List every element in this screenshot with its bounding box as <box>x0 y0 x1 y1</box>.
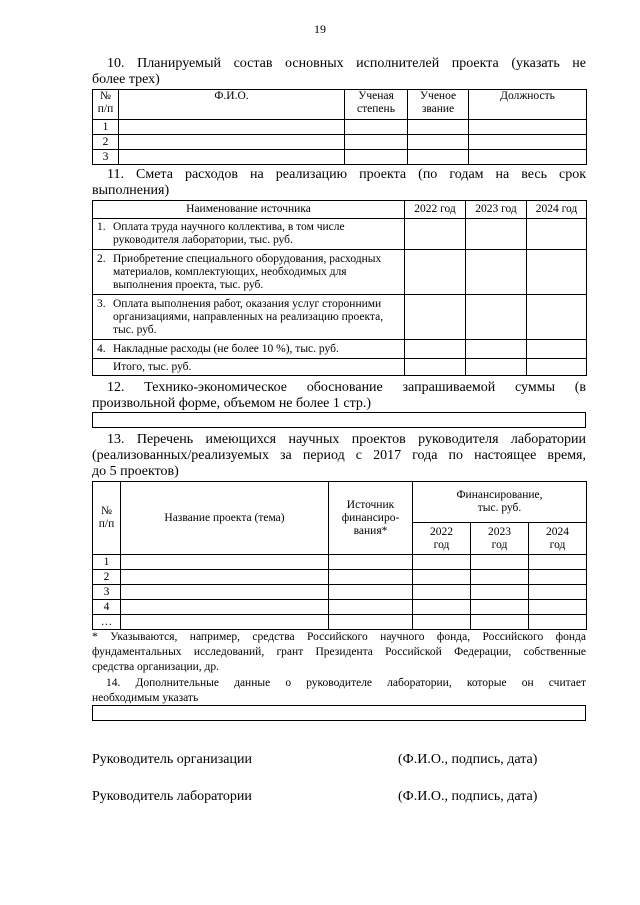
org-head-label: Руководитель организации <box>92 752 252 767</box>
budget-header-row <box>93 201 587 219</box>
budget-header-2023: 2023 год <box>466 201 527 219</box>
lab-head-signature: (Ф.И.О., подпись, дата) <box>398 789 538 804</box>
budget-total-row: Итого, тыс. руб. <box>93 359 587 376</box>
table-row: 1. Оплата труда научного коллектива, в том числе руководителя лаборатории, тыс. руб. <box>93 219 587 250</box>
section12-line2: произвольной форме, объемом не более 1 стр.) <box>92 396 372 411</box>
projects-header-2022: 2022 год <box>413 523 471 555</box>
section14-line1: 14. Дополнительные данные о руководителе лаборатории, которые он считает <box>106 677 586 689</box>
projects-header-source: Источник финансиро- вания* <box>329 482 413 555</box>
executors-table <box>92 89 587 165</box>
table-row: 1 <box>93 120 587 135</box>
executors-header-rank: Ученое звание <box>408 90 469 120</box>
table-row: 3 <box>93 585 587 600</box>
table-row: 1 <box>93 555 587 570</box>
section10-title-line1: 10. Планируемый состав основных исполнителей проекта (указать не <box>107 56 586 71</box>
lab-head-label: Руководитель лаборатории <box>92 789 252 804</box>
justification-field[interactable] <box>92 412 586 428</box>
budget-table <box>92 200 587 376</box>
projects-header-2023: 2023 год <box>471 523 529 555</box>
table-row: 3. Оплата выполнения работ, оказания услуг сторонними организациями, направленных на реализацию проекта, тыс. руб. <box>93 295 587 340</box>
executors-header-position: Должность <box>469 90 587 120</box>
table-row: 2. Приобретение специального оборудования, расходных материалов, комплектующих, необходимых для выполнения проекта, тыс. руб. <box>93 250 587 295</box>
table-row: 3 <box>93 150 587 165</box>
executors-header-num: № п/п <box>93 90 119 120</box>
footnote-line2: фундаментальных исследований, грант Президента Российской Федерации, собственные <box>92 646 586 658</box>
table-row: … <box>93 615 587 630</box>
section14-line2: необходимым указать <box>92 692 199 704</box>
projects-header-row <box>93 482 587 523</box>
executors-header-degree: Ученая степень <box>345 90 408 120</box>
budget-header-2022: 2022 год <box>405 201 466 219</box>
table-row: 2 <box>93 135 587 150</box>
projects-header-2024: 2024 год <box>529 523 587 555</box>
budget-header-2024: 2024 год <box>527 201 587 219</box>
section13-line1: 13. Перечень имеющихся научных проектов руководителя лаборатории <box>107 432 586 447</box>
projects-table <box>92 481 587 630</box>
section12-line1: 12. Технико-экономическое обоснование запрашиваемой суммы (в <box>107 380 586 395</box>
page-number: 19 <box>314 22 326 36</box>
table-row: 4 <box>93 600 587 615</box>
executors-header-fio: Ф.И.О. <box>119 90 345 120</box>
section13-line2: (реализованных/реализуемых за период с 2017 года по настоящее время, <box>92 448 586 463</box>
section11-title-line1: 11. Смета расходов на реализацию проекта (по годам на весь срок <box>107 167 586 182</box>
executors-header-row <box>93 90 587 120</box>
additional-info-field[interactable] <box>92 705 586 721</box>
projects-header-financing: Финансирование, тыс. руб. <box>413 482 587 523</box>
projects-header-num: № п/п <box>93 482 121 555</box>
projects-header-name: Название проекта (тема) <box>121 482 329 555</box>
org-head-signature: (Ф.И.О., подпись, дата) <box>398 752 538 767</box>
footnote-line1: * Указываются, например, средства Российского научного фонда, Российского фонда <box>92 631 586 643</box>
section13-line3: до 5 проектов) <box>92 464 179 479</box>
footnote-line3: средства организации, др. <box>92 661 220 673</box>
table-row: 4. Накладные расходы (не более 10 %), тыс. руб. <box>93 340 587 359</box>
budget-header-source: Наименование источника <box>93 201 405 219</box>
table-row: 2 <box>93 570 587 585</box>
section10-title-line2: более трех) <box>92 72 160 87</box>
section11-title-line2: выполнения) <box>92 183 170 198</box>
